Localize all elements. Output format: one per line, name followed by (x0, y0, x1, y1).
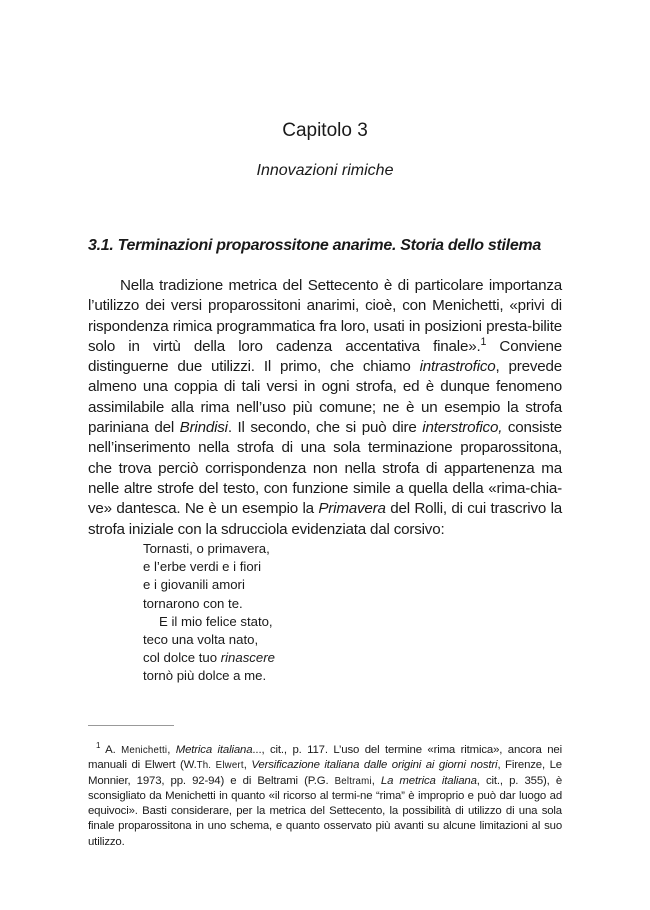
chapter-title: Capitolo 3 (282, 120, 368, 141)
poem-verse: tornarono con te. (143, 595, 243, 611)
poem-verse: e i giovanili amori (143, 577, 245, 593)
text-run: consiste nell’inserimento nella strofa di una sola terminazione proparossitona, che trova perciò corrispondenza non nella strofa di appartenenza ma nelle altre strofe del testo, con funzione simile a quella della «rima-chia-ve» dantesca. Ne è un esempio la (88, 419, 562, 518)
footnote-reference[interactable]: 1 (480, 335, 487, 348)
term-intrastrofico: intrastrofico (419, 358, 496, 376)
poem-verse (143, 649, 275, 667)
poem-verse: teco una volta nato, (143, 632, 259, 648)
footnote-divider (88, 725, 174, 726)
text-run: , (167, 744, 176, 756)
text-run: , (371, 774, 381, 787)
text-run: , prevede almeno una coppia di tali versi in ogni strofa, ed è dunque fenomeno assimilabile alla rima nell’uso più comune; ne è un esempio la strofa pariniana del (88, 358, 563, 437)
author-name: Menichetti (121, 745, 168, 756)
author-name: Th. Elwert (196, 760, 244, 772)
text-run: Nella tradizione metrica del Settecento è di particolare importanza l’utilizzo dei versi proparossitoni anarimi, cioè, con Menichetti, «privi di rispondenza rimica programmatica fra loro, usati in posizioni presta-bilite solo in virtù della loro cadenza accentativa finale». (88, 277, 562, 355)
chapter-subtitle: Innovazioni rimiche (256, 162, 394, 179)
poem-quotation (143, 540, 275, 686)
book-title: Versificazione italiana dalle origini ai giorni nostri (251, 759, 498, 772)
text-run: ..., cit., p. 117. L’uso del termine «rima ritmica», ancora nei manuali di Elwert (W. (88, 744, 562, 772)
text-run: Conviene distinguerne due utilizzi. Il primo, che chiamo (88, 337, 562, 376)
work-title-brindisi: Brindisi (179, 419, 228, 437)
work-title-primavera: Primavera (318, 500, 386, 518)
term-interstrofico: interstrofico, (422, 419, 503, 437)
paragraph (88, 276, 562, 540)
footnote-number: 1 (96, 741, 101, 751)
text-run: col dolce tuo (143, 650, 221, 666)
text-run: A. (100, 744, 122, 756)
text-run: del Rolli, di cui trascrivo la strofa iniziale con la sdrucciola evidenziata dal corsivo: (88, 500, 562, 538)
author-name: Beltrami (334, 775, 372, 787)
poem-verse: tornò più dolce a me. (143, 668, 267, 684)
sdrucciola-word: rinascere (220, 650, 275, 666)
poem-verse: Tornasti, o primavera, (143, 541, 270, 556)
footnote (88, 743, 562, 850)
body-text (88, 276, 562, 540)
text-run: , cit., p. 355), è sconsigliato da Menichetti in quanto «il ricorso al termi-ne “rima” è improprio e può dar luogo ad equivoci». Basti considerare, per la metrica del Settecento, la possibilità di utilizzo di una sola finale proparossitona in uno schema, e quanto osservato più avanti su alcune limitazioni al suo utilizzo. (88, 774, 563, 848)
text-run: , (243, 759, 252, 772)
section-heading: 3.1. Terminazioni proparossitone anarime. Storia dello stilema (88, 237, 541, 254)
book-title: Metrica italiana (175, 744, 253, 756)
book-title: La metrica italiana (380, 774, 477, 787)
text-run: . Il secondo, che si può dire (227, 419, 423, 437)
poem-verse: e l’erbe verdi e i fiori (143, 559, 262, 575)
footnote-text (88, 743, 562, 850)
poem-verse: E il mio felice stato, (159, 613, 273, 629)
text-run: , Firenze, Le Monnier, 1973, pp. 92-94) e di Beltrami (P.G. (88, 759, 562, 787)
